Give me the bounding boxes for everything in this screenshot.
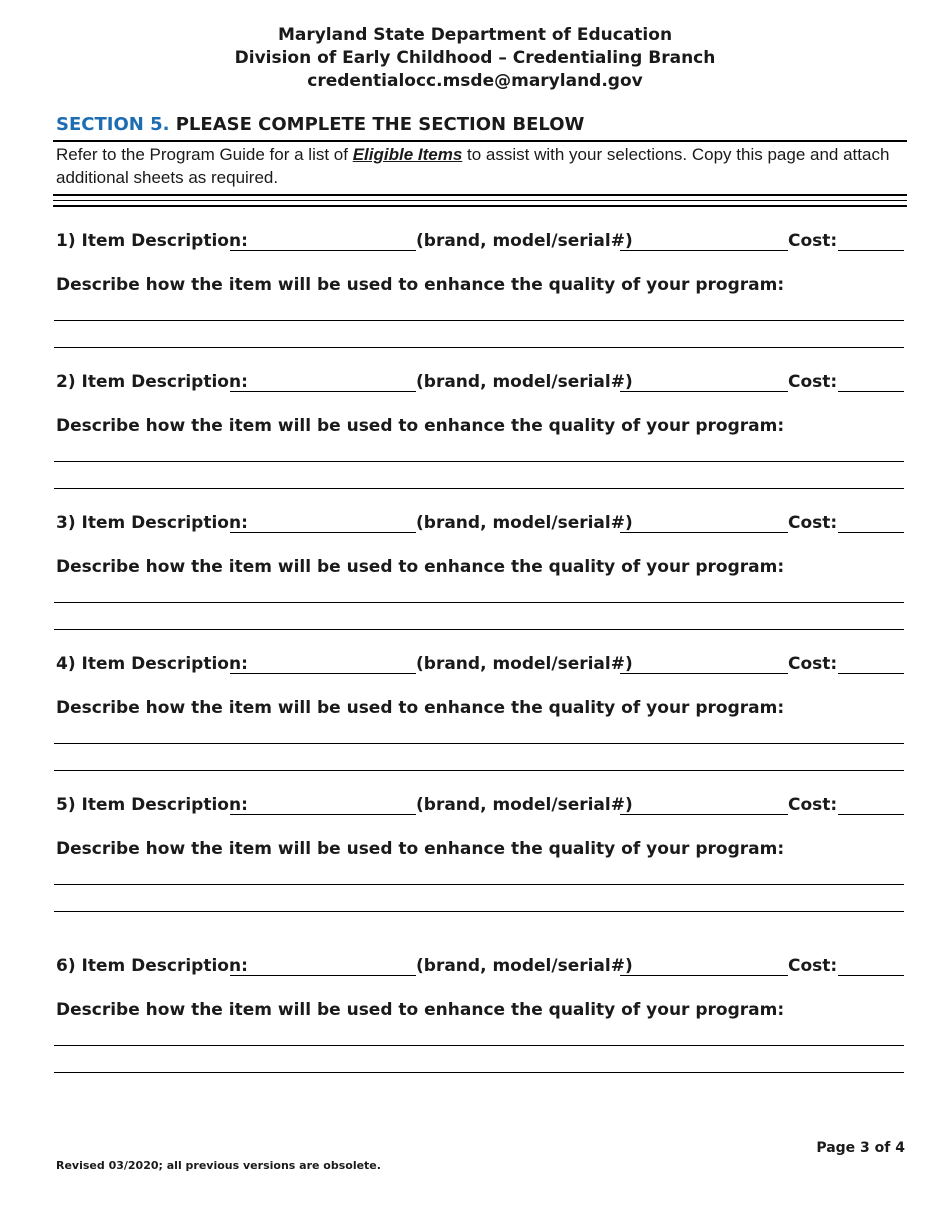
eligible-items-emphasis: Eligible Items [352,145,463,164]
item-description-label: 3) Item Description: [56,513,248,533]
usage-answer-line-1[interactable] [54,1045,904,1046]
divider [53,140,907,142]
usage-prompt: Describe how the item will be used to enhance the quality of your program: [56,839,785,859]
item-description-row [56,372,904,396]
usage-answer-line-2[interactable] [54,629,904,630]
item-description-label: 6) Item Description: [56,956,248,976]
cost-field[interactable] [838,532,904,533]
divider [53,194,907,196]
brand-model-field[interactable] [620,814,788,815]
usage-answer-line-2[interactable] [54,347,904,348]
brand-model-field[interactable] [620,532,788,533]
item-description-field[interactable] [230,532,416,533]
item-block-5 [56,795,904,925]
section-heading [56,114,584,135]
brand-model-field[interactable] [620,975,788,976]
usage-answer-line-1[interactable] [54,602,904,603]
brand-model-label: (brand, model/serial#) [416,956,633,976]
brand-model-label: (brand, model/serial#) [416,372,633,392]
item-block-4 [56,654,904,784]
brand-model-label: (brand, model/serial#) [416,654,633,674]
cost-field[interactable] [838,814,904,815]
brand-model-field[interactable] [620,673,788,674]
divider [53,200,907,201]
item-description-label: 4) Item Description: [56,654,248,674]
agency-name: Maryland State Department of Education [277,25,673,45]
usage-answer-line-2[interactable] [54,488,904,489]
item-description-row [56,795,904,819]
revision-note: Revised 03/2020; all previous versions are obsolete. [56,1159,381,1172]
section-title: PLEASE COMPLETE THE SECTION BELOW [175,114,585,135]
item-description-field[interactable] [230,975,416,976]
usage-prompt: Describe how the item will be used to enhance the quality of your program: [56,416,785,436]
item-block-1 [56,231,904,361]
contact-email: credentialocc.msde@maryland.gov [307,71,643,91]
item-block-2 [56,372,904,502]
divider [53,205,907,207]
item-description-row [56,956,904,980]
cost-label: Cost: [788,956,838,976]
usage-answer-line-1[interactable] [54,461,904,462]
brand-model-field[interactable] [620,250,788,251]
cost-label: Cost: [788,795,838,815]
section-number: SECTION 5. [56,114,170,135]
item-block-6 [56,956,904,1086]
cost-label: Cost: [788,372,838,392]
page-number: Page 3 of 4 [816,1140,905,1156]
usage-answer-line-1[interactable] [54,743,904,744]
cost-label: Cost: [788,513,838,533]
item-description-field[interactable] [230,814,416,815]
cost-label: Cost: [788,231,838,251]
brand-model-label: (brand, model/serial#) [416,231,633,251]
brand-model-field[interactable] [620,391,788,392]
cost-field[interactable] [838,975,904,976]
item-description-label: 1) Item Description: [56,231,248,251]
item-description-row [56,654,904,678]
usage-answer-line-1[interactable] [54,320,904,321]
item-block-3 [56,513,904,643]
item-description-label: 5) Item Description: [56,795,248,815]
item-description-label: 2) Item Description: [56,372,248,392]
item-description-field[interactable] [230,391,416,392]
usage-prompt: Describe how the item will be used to enhance the quality of your program: [56,1000,785,1020]
intro-text-start: Refer to the Program Guide for a list of [56,145,353,164]
brand-model-label: (brand, model/serial#) [416,795,633,815]
intro-text-end: to assist with your selections. Copy this page and attach additional sheets as required. [56,145,890,187]
item-description-row [56,231,904,255]
usage-answer-line-2[interactable] [54,911,904,912]
cost-field[interactable] [838,250,904,251]
item-description-field[interactable] [230,673,416,674]
cost-field[interactable] [838,673,904,674]
usage-prompt: Describe how the item will be used to enhance the quality of your program: [56,275,785,295]
item-description-field[interactable] [230,250,416,251]
usage-prompt: Describe how the item will be used to enhance the quality of your program: [56,698,785,718]
usage-prompt: Describe how the item will be used to enhance the quality of your program: [56,557,785,577]
cost-label: Cost: [788,654,838,674]
usage-answer-line-1[interactable] [54,884,904,885]
document-header [0,24,950,93]
item-description-row [56,513,904,537]
section-instructions [56,143,904,189]
usage-answer-line-2[interactable] [54,770,904,771]
usage-answer-line-2[interactable] [54,1072,904,1073]
brand-model-label: (brand, model/serial#) [416,513,633,533]
division-name: Division of Early Childhood – Credentialing Branch [234,48,716,68]
cost-field[interactable] [838,391,904,392]
